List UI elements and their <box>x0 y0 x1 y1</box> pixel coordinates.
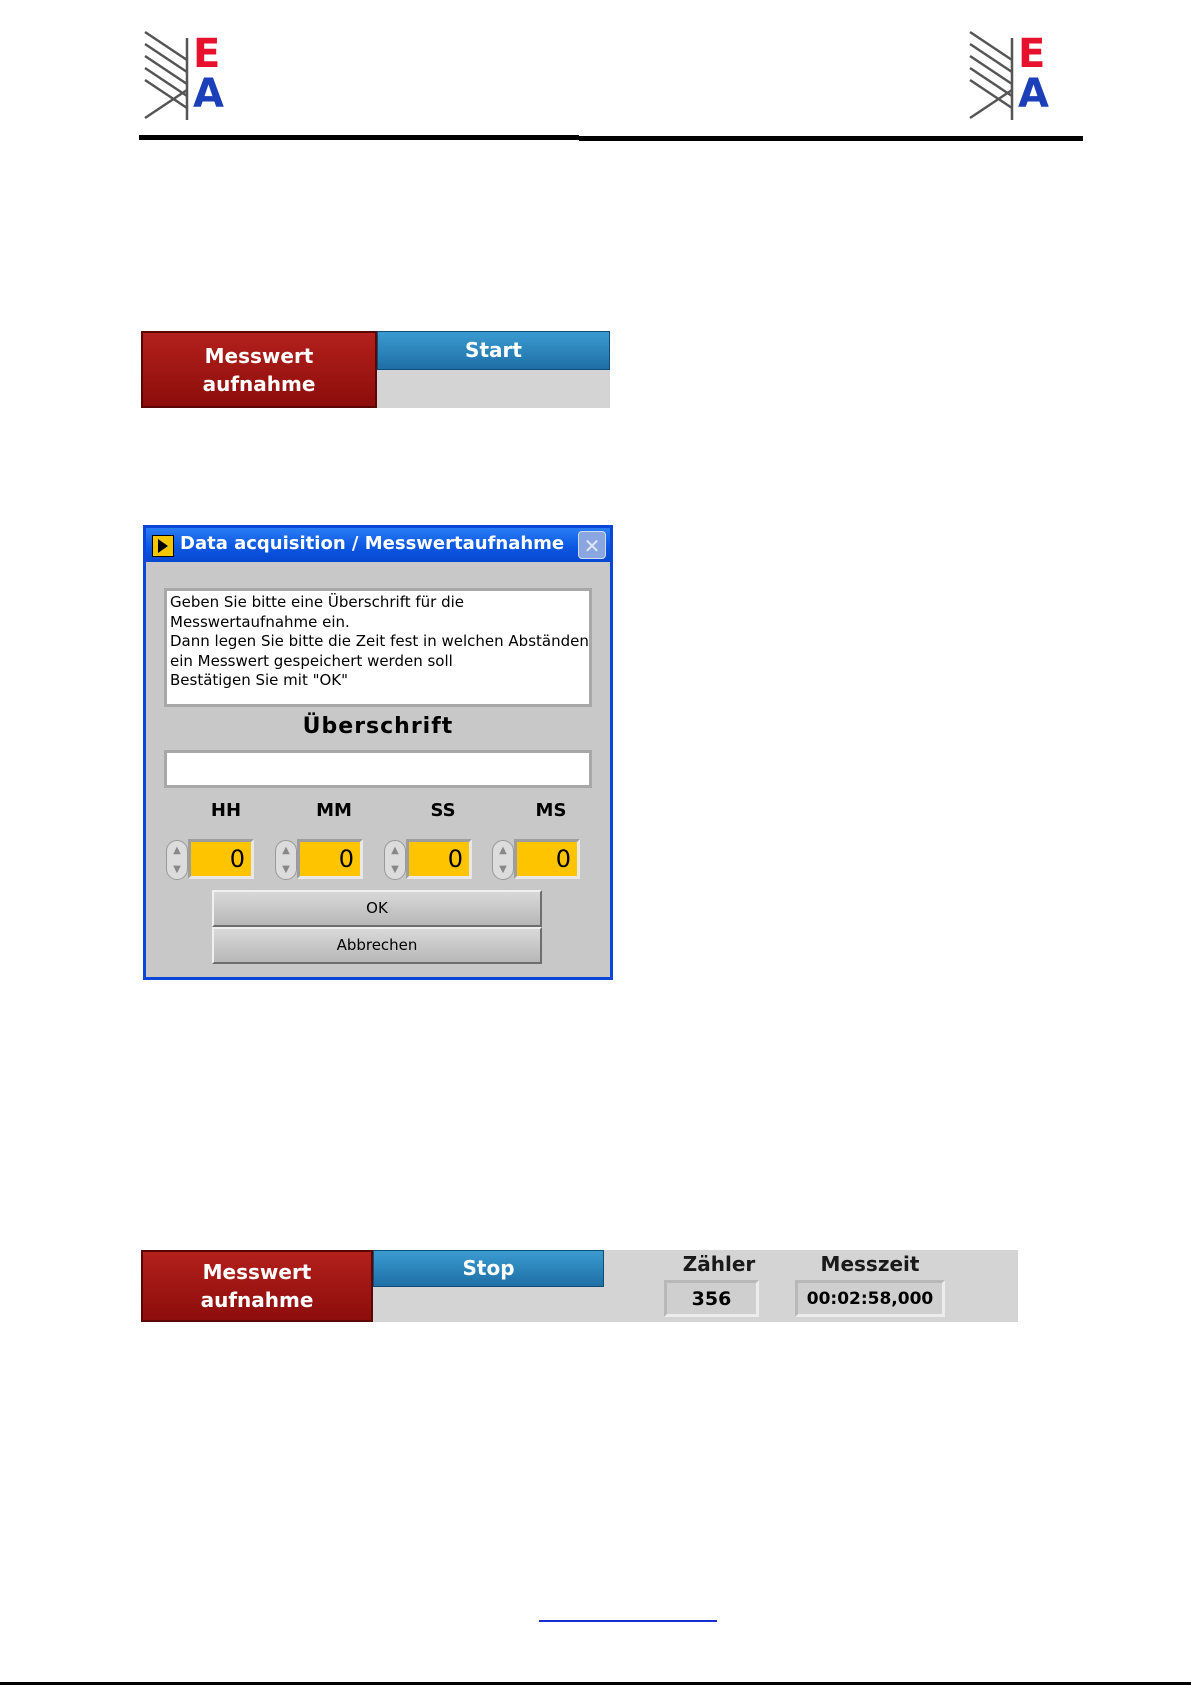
close-icon[interactable]: ✕ <box>578 531 606 559</box>
ea-logo-left <box>141 28 236 123</box>
instruction-line: ein Messwert gespeichert werden soll <box>170 651 453 670</box>
start-button[interactable]: Start <box>377 331 610 370</box>
stop-button[interactable]: Stop <box>373 1250 604 1287</box>
data-acquisition-dialog <box>143 525 613 980</box>
counter-value: 356 <box>664 1280 759 1317</box>
milliseconds-label: MS <box>535 800 567 821</box>
logo-stripes-icon <box>966 28 1018 123</box>
instruction-text <box>164 588 592 707</box>
minutes-stepper[interactable]: ▲ ▼ <box>275 840 297 880</box>
milliseconds-field[interactable]: 0 <box>514 839 580 879</box>
instruction-line: Bestätigen Sie mit "OK" <box>170 671 349 689</box>
logo-letter-e: E <box>1018 31 1046 77</box>
instruction-line: Geben Sie bitte eine Überschrift für die <box>170 593 465 611</box>
footer-link[interactable] <box>539 1620 717 1622</box>
instruction-line: Messwertaufnahme ein. <box>170 612 350 631</box>
heading-label: Überschrift <box>302 714 454 739</box>
minutes-label: MM <box>316 800 352 821</box>
counter-label: Zähler <box>682 1252 756 1276</box>
hours-label: HH <box>210 800 242 821</box>
labview-run-icon <box>152 535 174 557</box>
cancel-button[interactable]: Abbrechen <box>212 927 542 964</box>
hours-field[interactable]: 0 <box>188 839 254 879</box>
header-rule-left <box>139 135 579 140</box>
dialog-title: Data acquisition / Messwertaufnahme <box>180 533 565 554</box>
record-label-line1: Messwert <box>202 1260 312 1284</box>
logo-letter-a: A <box>193 71 224 117</box>
seconds-label: SS <box>430 800 456 821</box>
ea-logo-right <box>966 28 1061 123</box>
seconds-field[interactable]: 0 <box>406 839 472 879</box>
stop-status-area <box>373 1287 604 1322</box>
heading-input[interactable] <box>164 750 592 788</box>
record-label-line2: aufnahme <box>202 371 316 396</box>
record-label-line2: aufnahme <box>200 1288 314 1312</box>
measurement-time-label: Messzeit <box>820 1252 920 1276</box>
ok-button[interactable]: OK <box>212 890 542 927</box>
seconds-stepper[interactable]: ▲ ▼ <box>384 840 406 880</box>
hours-stepper[interactable]: ▲ ▼ <box>166 840 188 880</box>
logo-stripes-icon <box>141 28 193 123</box>
measurement-record-button[interactable] <box>141 1250 373 1322</box>
logo-letter-a: A <box>1018 71 1049 117</box>
minutes-field[interactable]: 0 <box>297 839 363 879</box>
logo-letter-e: E <box>193 31 221 77</box>
instruction-line: Dann legen Sie bitte die Zeit fest in welchen Abständen <box>170 632 589 650</box>
measurement-time-value: 00:02:58,000 <box>795 1280 945 1317</box>
record-label-line1: Messwert <box>204 343 314 368</box>
dialog-titlebar[interactable] <box>146 528 610 562</box>
measurement-record-button[interactable] <box>141 331 377 408</box>
header-rule-right <box>579 136 1083 141</box>
milliseconds-stepper[interactable]: ▲ ▼ <box>492 840 514 880</box>
start-status-area <box>377 370 610 408</box>
